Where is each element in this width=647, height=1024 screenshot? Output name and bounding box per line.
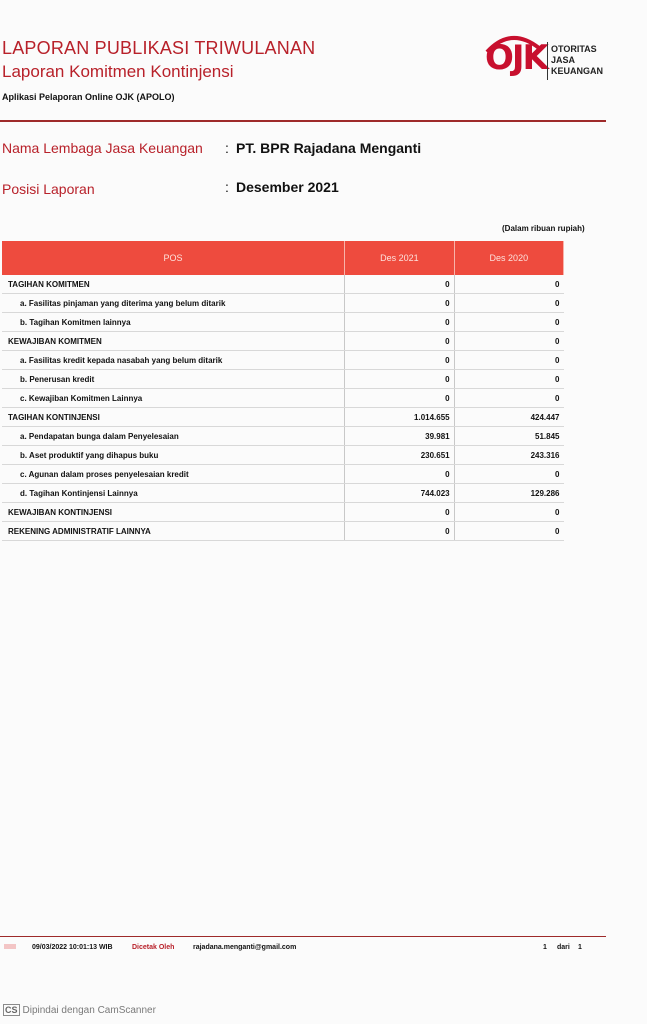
logo-divider	[547, 42, 548, 80]
table-body	[2, 275, 564, 541]
column-header-pos: POS	[2, 241, 345, 275]
row-label: b. Tagihan Komitmen lainnya	[2, 313, 345, 332]
row-value-des-2020: 0	[454, 332, 563, 351]
institution-label: Nama Lembaga Jasa Keuangan	[2, 140, 203, 156]
row-label: REKENING ADMINISTRATIF LAINNYA	[2, 522, 345, 541]
period-colon: :	[225, 179, 229, 195]
page-of: dari	[557, 944, 570, 951]
page-current: 1	[543, 944, 547, 951]
commitment-contingency-table	[2, 241, 564, 541]
row-value-des-2021: 0	[345, 503, 455, 522]
page-total: 1	[578, 944, 582, 951]
row-value-des-2020: 0	[454, 503, 563, 522]
scanner-watermark	[3, 1004, 156, 1016]
app-name: Aplikasi Pelaporan Online OJK (APOLO)	[2, 92, 175, 102]
row-label: b. Penerusan kredit	[2, 370, 345, 389]
row-label: TAGIHAN KONTINJENSI	[2, 408, 345, 427]
row-value-des-2020: 0	[454, 313, 563, 332]
row-value-des-2021: 1.014.655	[345, 408, 455, 427]
row-value-des-2021: 230.651	[345, 446, 455, 465]
row-value-des-2020: 51.845	[454, 427, 563, 446]
table-row	[2, 446, 564, 465]
row-label: d. Tagihan Kontinjensi Lainnya	[2, 484, 345, 503]
row-label: KEWAJIBAN KONTINJENSI	[2, 503, 345, 522]
printed-by-label: Dicetak Oleh	[132, 944, 175, 951]
scanner-text: Dipindai dengan CamScanner	[22, 1005, 156, 1016]
footer-mark	[4, 944, 16, 949]
row-value-des-2021: 0	[345, 313, 455, 332]
period-value: Desember 2021	[236, 179, 339, 195]
header-rule	[0, 120, 606, 122]
table-row	[2, 275, 564, 294]
row-value-des-2020: 129.286	[454, 484, 563, 503]
table-row	[2, 370, 564, 389]
table-row	[2, 522, 564, 541]
ojk-logo-text: OTORITAS JASA KEUANGAN	[551, 44, 604, 76]
table-row	[2, 465, 564, 484]
row-label: TAGIHAN KOMITMEN	[2, 275, 345, 294]
row-value-des-2020: 0	[454, 370, 563, 389]
camscanner-icon: CS	[5, 1005, 18, 1015]
table-row	[2, 332, 564, 351]
row-value-des-2020: 424.447	[454, 408, 563, 427]
print-timestamp: 09/03/2022 10:01:13 WIB	[32, 944, 113, 951]
column-header-des-2020: Des 2020	[454, 241, 563, 275]
row-label: c. Agunan dalam proses penyelesaian kredit	[2, 465, 345, 484]
row-value-des-2020: 0	[454, 465, 563, 484]
row-label: a. Fasilitas kredit kepada nasabah yang belum ditarik	[2, 351, 345, 370]
report-subtitle: Laporan Komitmen Kontinjensi	[2, 62, 234, 81]
row-value-des-2021: 0	[345, 351, 455, 370]
table-header-row	[2, 241, 564, 275]
row-value-des-2021: 0	[345, 332, 455, 351]
table-row	[2, 313, 564, 332]
row-value-des-2021: 0	[345, 389, 455, 408]
ojk-logo	[483, 30, 613, 82]
row-value-des-2020: 243.316	[454, 446, 563, 465]
row-value-des-2021: 0	[345, 522, 455, 541]
row-value-des-2020: 0	[454, 522, 563, 541]
row-value-des-2020: 0	[454, 351, 563, 370]
ojk-logo-mark: OJK	[485, 38, 547, 78]
table-row	[2, 408, 564, 427]
table-row	[2, 503, 564, 522]
table-row	[2, 351, 564, 370]
institution-value: PT. BPR Rajadana Menganti	[236, 140, 422, 156]
table-row	[2, 389, 564, 408]
row-value-des-2021: 744.023	[345, 484, 455, 503]
footer-rule	[0, 936, 606, 937]
row-value-des-2021: 0	[345, 294, 455, 313]
period-label: Posisi Laporan	[2, 181, 95, 197]
row-label: c. Kewajiban Komitmen Lainnya	[2, 389, 345, 408]
printed-by-email: rajadana.menganti@gmail.com	[193, 944, 297, 951]
row-value-des-2021: 0	[345, 370, 455, 389]
unit-note: (Dalam ribuan rupiah)	[502, 224, 585, 233]
table-row	[2, 427, 564, 446]
row-label: b. Aset produktif yang dihapus buku	[2, 446, 345, 465]
institution-colon: :	[225, 140, 229, 156]
row-value-des-2020: 0	[454, 275, 563, 294]
report-title: LAPORAN PUBLIKASI TRIWULANAN	[2, 38, 316, 58]
column-header-des-2021: Des 2021	[345, 241, 455, 275]
row-label: a. Pendapatan bunga dalam Penyelesaian	[2, 427, 345, 446]
table-row	[2, 294, 564, 313]
row-value-des-2021: 0	[345, 275, 455, 294]
row-value-des-2021: 39.981	[345, 427, 455, 446]
table-row	[2, 484, 564, 503]
row-label: a. Fasilitas pinjaman yang diterima yang belum ditarik	[2, 294, 345, 313]
row-label: KEWAJIBAN KOMITMEN	[2, 332, 345, 351]
row-value-des-2020: 0	[454, 294, 563, 313]
row-value-des-2021: 0	[345, 465, 455, 484]
row-value-des-2020: 0	[454, 389, 563, 408]
